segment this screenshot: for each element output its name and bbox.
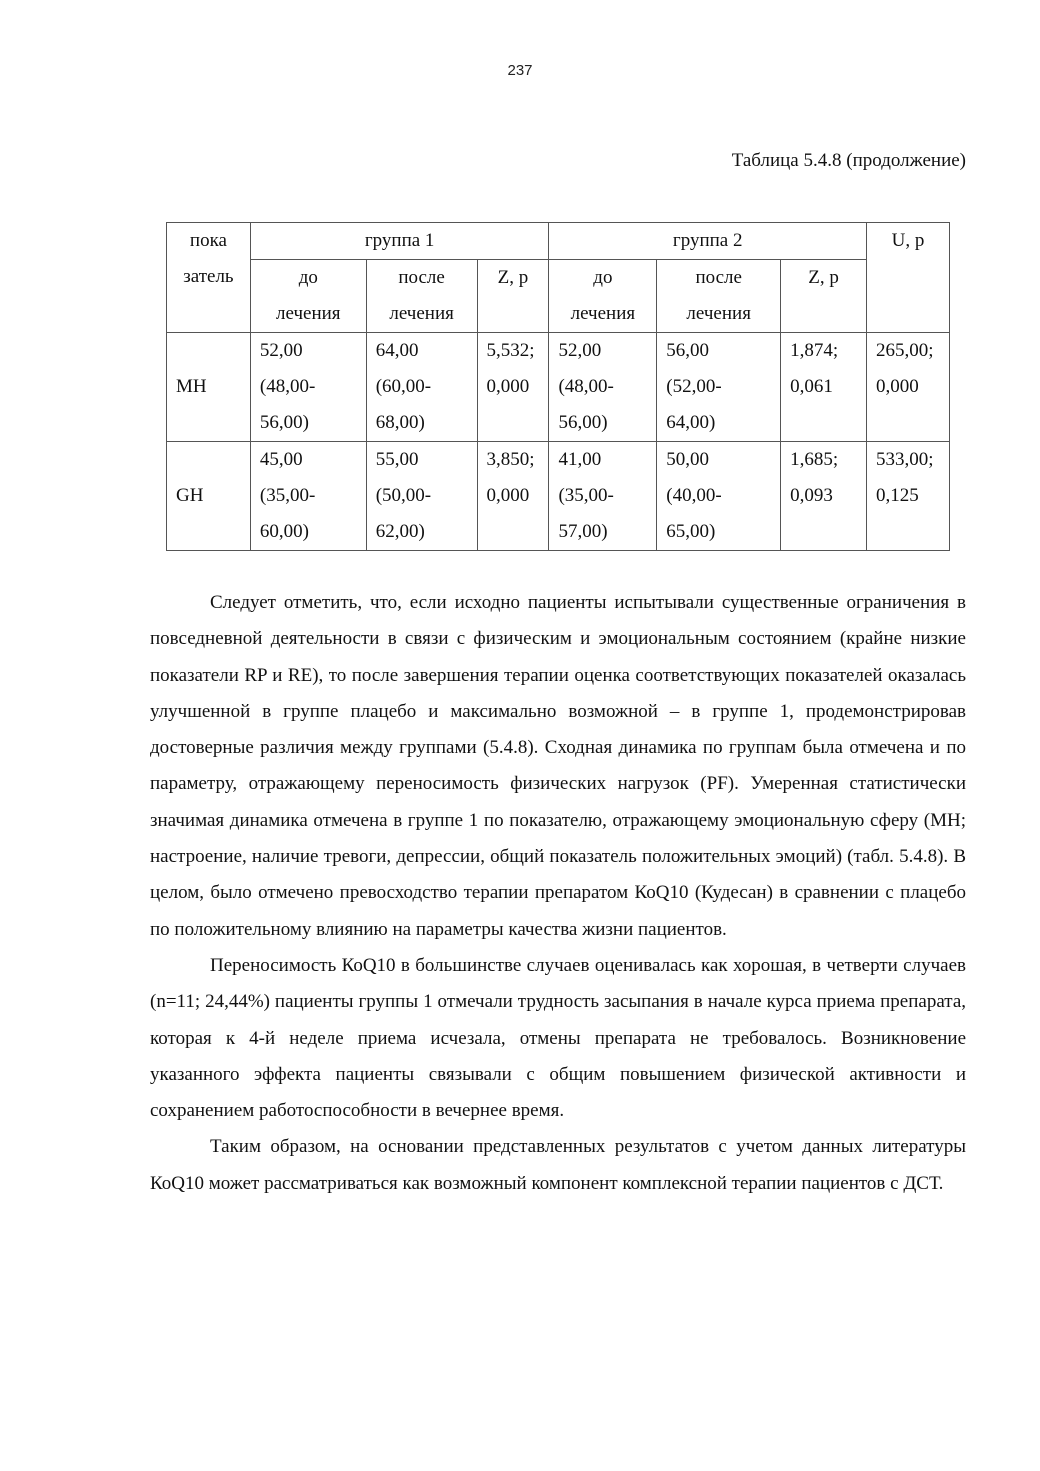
cell-g1-after: 64,00 (60,00- 68,00): [366, 333, 477, 442]
cell-g1-before: 45,00 (35,00- 60,00): [250, 442, 366, 551]
cell-g2-before: 41,00 (35,00- 57,00): [549, 442, 657, 551]
body-text: [150, 585, 966, 1202]
cell-up: 533,00; 0,125: [866, 442, 949, 551]
table-header-row: [167, 223, 950, 260]
header-g2-zp: Z, p: [781, 260, 867, 333]
cell-g1-after: 55,00 (50,00- 62,00): [366, 442, 477, 551]
cell-g2-after: 50,00 (40,00- 65,00): [657, 442, 781, 551]
cell-g2-z: 1,874; 0,061: [781, 333, 867, 442]
row-name: GH: [167, 442, 251, 551]
header-group2: группа 2: [549, 223, 867, 260]
header-g2-before: до лечения: [549, 260, 657, 333]
table-row-gh: [167, 442, 950, 551]
table-subheader-row: [167, 260, 950, 333]
header-group1: группа 1: [250, 223, 549, 260]
cell-up: 265,00; 0,000: [866, 333, 949, 442]
table-row-mh: [167, 333, 950, 442]
page-number: 237: [507, 62, 533, 79]
cell-g1-z: 3,850; 0,000: [477, 442, 549, 551]
header-g1-after: после лечения: [366, 260, 477, 333]
cell-g2-before: 52,00 (48,00- 56,00): [549, 333, 657, 442]
cell-g2-z: 1,685; 0,093: [781, 442, 867, 551]
header-g1-zp: Z, p: [477, 260, 549, 333]
row-name: МН: [167, 333, 251, 442]
header-g2-after: после лечения: [657, 260, 781, 333]
table-caption: Таблица 5.4.8 (продолжение): [731, 150, 966, 171]
cell-g1-z: 5,532; 0,000: [477, 333, 549, 442]
paragraph: Таким образом, на основании представленных результатов с учетом данных литературы КоQ10 может рассматриваться как возможный компонент комплексной терапии пациентов с ДСТ.: [150, 1136, 966, 1194]
header-g1-before: до лечения: [250, 260, 366, 333]
paragraph: Следует отметить, что, если исходно пациенты испытывали существенные ограничения в повседневной деятельности в связи с физическим и эмоциональным состоянием (крайне низкие показатели RP и RE), то после завершения терапии оценка соответствующих показателей оказалась улучшенной в группе плацебо и максимально возможной – в группе 1, продемонстрировав достоверные различия между группами (5.4.8). Сходная динамика по группам была отмечена и по параметру, отражающему переносимость физических нагрузок (PF). Умеренная статистически значимая динамика отмечена в группе 1 по показателю, отражающему эмоциональную сферу (МН; настроение, наличие тревоги, депрессии, общий показатель положительных эмоций) (табл. 5.4.8). В целом, было отмечено превосходство терапии препаратом КоQ10 (Кудесан) в сравнении с плацебо по положительному влиянию на параметры качества жизни пациентов.: [150, 592, 966, 940]
header-up: U, p: [866, 223, 949, 333]
paragraph: Переносимость КоQ10 в большинстве случаев оценивалась как хорошая, в четверти случаев (n=11; 24,44%) пациенты группы 1 отмечали трудность засыпания в начале курса приема препарата, которая к 4-й неделе приема исчезала, отмены препарата не требовалось. Возникновение указанного эффекта пациенты связывали с общим повышением физической активности и сохранением работоспособности в вечернее время.: [150, 954, 966, 1122]
cell-g2-after: 56,00 (52,00- 64,00): [657, 333, 781, 442]
results-table: [166, 222, 950, 551]
cell-g1-before: 52,00 (48,00- 56,00): [250, 333, 366, 442]
header-indicator: пока затель: [167, 223, 251, 333]
